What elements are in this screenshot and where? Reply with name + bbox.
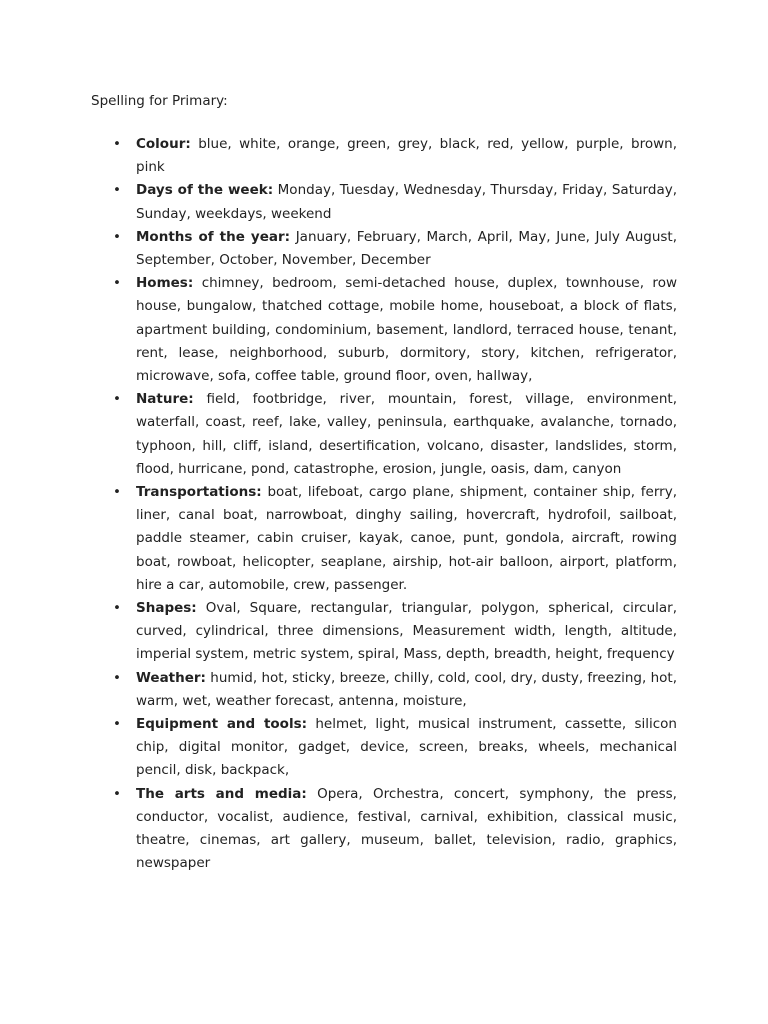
list-item-term: Weather: bbox=[136, 669, 206, 686]
bullet-icon: • bbox=[113, 391, 121, 408]
list-item-equipment-and-tools bbox=[113, 713, 677, 783]
bullet-icon: • bbox=[113, 182, 121, 199]
list-item-term: Equipment and tools: bbox=[136, 716, 308, 733]
list-item-days-of-week bbox=[113, 179, 677, 225]
list-item-term: Shapes: bbox=[136, 600, 197, 617]
vocabulary-list bbox=[113, 133, 678, 876]
list-item-text: helmet, light, musical instrument, cassette, silicon chip, digital monitor, gadget, device, screen, breaks, wheels, mechanical pencil, disk, backpack, bbox=[136, 716, 677, 779]
document-heading: Spelling for Primary: bbox=[91, 93, 228, 109]
list-item-text: chimney, bedroom, semi-detached house, duplex, townhouse, row house, bungalow, thatched cottage, mobile home, houseboat, a block of flats, apartment building, condominium, basement, landlord, terraced house, tenant, rent, lease, neighborhood, suburb, dormitory, story, kitchen, refrigerator, microwave, sofa, coffee table, ground floor, oven, hallway, bbox=[136, 275, 677, 385]
list-item-shapes bbox=[113, 597, 677, 667]
list-item-term: Months of the year: bbox=[136, 228, 291, 245]
list-item-term: Homes: bbox=[136, 275, 194, 292]
bullet-icon: • bbox=[113, 484, 121, 501]
list-item-term: Nature: bbox=[136, 391, 194, 408]
list-item-term: Days of the week: bbox=[136, 182, 274, 199]
list-item-text: boat, lifeboat, cargo plane, shipment, container ship, ferry, liner, canal boat, narrowboat, dinghy sailing, hovercraft, hydrofoil, sailboat, paddle steamer, cabin cruiser, kayak, canoe, punt, gondola, aircraft, rowing boat, rowboat, helicopter, seaplane, airship, hot-air balloon, airport, platform, hire a car, automobile, crew, passenger. bbox=[136, 484, 678, 593]
bullet-icon: • bbox=[113, 228, 121, 245]
bullet-icon: • bbox=[113, 669, 121, 686]
list-item-weather bbox=[113, 667, 677, 713]
list-item-term: Colour: bbox=[136, 136, 191, 152]
list-item-text: blue, white, orange, green, grey, black, red, yellow, purple, brown, pink bbox=[136, 136, 677, 176]
list-item-text: Oval, Square, rectangular, triangular, polygon, spherical, circular, curved, cylindrical, three dimensions, Measurement width, length, altitude, imperial system, metric system, spiral, Mass, depth, breadth, height, frequency bbox=[136, 600, 677, 663]
list-item-nature bbox=[113, 388, 677, 481]
list-item-text: field, footbridge, river, mountain, forest, village, environment, waterfall, coast, reef, lake, valley, peninsula, earthquake, avalanche, tornado, typhoon, hill, cliff, island, desertification, volcano, disaster, landslides, storm, flood, hurricane, pond, catastrophe, erosion, jungle, oasis, dam, canyon bbox=[136, 391, 677, 477]
list-item-text: Opera, Orchestra, concert, symphony, the press, conductor, vocalist, audience, festival, carnival, exhibition, classical music, theatre, cinemas, art gallery, museum, ballet, television, radio, graphics, newspaper bbox=[136, 785, 677, 872]
bullet-icon: • bbox=[113, 716, 121, 733]
list-item-arts-and-media bbox=[113, 783, 677, 876]
list-item-text: humid, hot, sticky, breeze, chilly, cold, cool, dry, dusty, freezing, hot, warm, wet, weather forecast, antenna, moisture, bbox=[136, 669, 677, 709]
list-item-text: Monday, Tuesday, Wednesday, Thursday, Friday, Saturday, Sunday, weekdays, weekend bbox=[136, 182, 677, 222]
bullet-icon: • bbox=[113, 600, 121, 617]
list-item-colour bbox=[113, 133, 677, 179]
bullet-icon: • bbox=[113, 136, 121, 152]
list-item-months-of-year bbox=[113, 226, 677, 272]
list-item-homes bbox=[113, 272, 677, 388]
list-item-term: Transportations: bbox=[136, 484, 262, 501]
list-item-transportations bbox=[113, 481, 678, 597]
list-item-text: January, February, March, April, May, June, July August, September, October, November, December bbox=[136, 228, 677, 269]
list-item-term: The arts and media: bbox=[136, 785, 307, 802]
bullet-icon: • bbox=[113, 275, 121, 292]
bullet-icon: • bbox=[113, 785, 121, 802]
